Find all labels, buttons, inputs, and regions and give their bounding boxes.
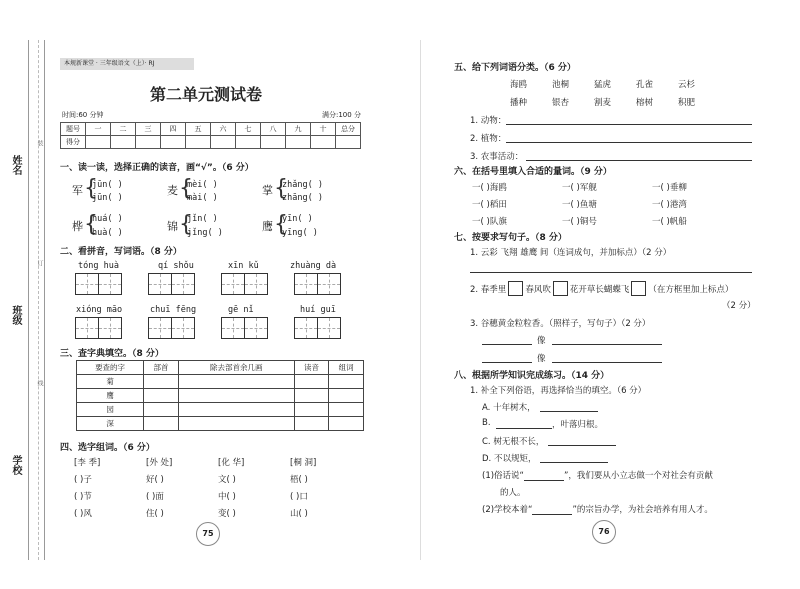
table-row: 园 (77, 403, 364, 417)
measure-blank[interactable]: 一( )垂柳 (652, 183, 687, 193)
fill-blank[interactable]: ( )口 (290, 492, 308, 502)
fill-blank[interactable]: 山( ) (290, 509, 308, 519)
table-row: 菊 (77, 375, 364, 389)
measure-blank[interactable]: 一( )铜号 (562, 217, 597, 227)
pinyin-option[interactable]: mèi( ) (187, 180, 218, 190)
answer-line[interactable] (482, 362, 532, 363)
word-item: 播种 (510, 98, 528, 108)
proverb-c: C. 树无根不长， (482, 437, 545, 447)
margin-line (44, 40, 45, 560)
measure-blank[interactable]: 一( )稻田 (472, 200, 507, 210)
word-item: 银杏 (552, 98, 570, 108)
time-limit: 时间:60 分钟 (62, 111, 104, 119)
score-header: 一 (86, 123, 111, 136)
punctuation-question: 2. 春季里 春风吹 花开草长蝴蝶飞 （在方框里加上标点） (470, 281, 733, 296)
table-header: 除去部首余几画 (178, 361, 294, 375)
char: 麦 (167, 184, 178, 197)
table-header: 部首 (144, 361, 179, 375)
proverb-d: D. 不以规矩， (482, 454, 537, 464)
page-number: 75 (196, 522, 220, 546)
char: 锦 (167, 220, 178, 233)
pinyin-option[interactable]: zhǎng( ) (282, 180, 323, 190)
full-score: 满分:100 分 (322, 111, 361, 119)
question-text: 3. 谷穗黄金粒粒香。（照样子，写句子）（2 分） (470, 319, 651, 329)
margin-line (28, 40, 29, 560)
pinyin-prompt: chuī fēng (150, 305, 197, 315)
fill-sentence-2: (2)学校本着“ ”的宗旨办学，为社会培养有用人才。 (482, 505, 713, 515)
section-title: 七、按要求写句子。（8 分） (454, 233, 567, 243)
word-item: 池桐 (552, 80, 570, 90)
word-item: 海鸥 (510, 80, 528, 90)
fill-blank[interactable]: 住( ) (146, 509, 164, 519)
fill-blank[interactable]: 好( ) (146, 475, 164, 485)
fill-blank[interactable]: 梧( ) (290, 475, 308, 485)
char-group-head: [化 华] (218, 458, 245, 468)
writing-grid[interactable] (294, 317, 341, 339)
answer-blank[interactable] (532, 504, 572, 515)
school-label: 学校 (10, 455, 21, 475)
answer-line[interactable] (506, 142, 752, 143)
pinyin-option[interactable]: zhāng( ) (282, 193, 323, 203)
writing-grid[interactable] (75, 273, 122, 295)
proverb-a: A. 十年树木， (482, 403, 536, 413)
answer-line[interactable] (482, 344, 532, 345)
word-item: 云杉 (678, 80, 696, 90)
pinyin-option[interactable]: jūn( ) (92, 180, 123, 190)
page-divider (420, 40, 421, 560)
score-header: 五 (186, 123, 211, 136)
answer-line[interactable] (470, 272, 752, 273)
table-row: 深 (77, 417, 364, 431)
word-item: 割麦 (594, 98, 612, 108)
answer-line[interactable] (526, 160, 752, 161)
section-title: 一、读一读，选择正确的读音，画“√”。（6 分） (60, 163, 254, 173)
pinyin-prompt: tóng huà (78, 261, 119, 271)
score-header: 总分 (336, 123, 361, 136)
page-title: 第二单元测试卷 (150, 85, 263, 104)
writing-grid[interactable] (294, 273, 341, 295)
word-item: 猛虎 (594, 80, 612, 90)
measure-blank[interactable]: 一( )港湾 (652, 200, 687, 210)
punctuation-box[interactable] (553, 281, 568, 296)
fill-sentence-1: (1)俗话说“ ”，我们要从小立志做一个对社会有贡献 (482, 471, 713, 481)
like-word: 像 (537, 336, 546, 346)
answer-line[interactable] (552, 362, 662, 363)
pinyin-prompt: xióng māo (76, 305, 123, 315)
table-header: 组词 (329, 361, 364, 375)
writing-grid[interactable] (221, 317, 268, 339)
answer-line[interactable] (552, 344, 662, 345)
section-title: 四、选字组词。（6 分） (60, 443, 155, 453)
category-label: 2. 植物： (470, 134, 507, 144)
score-header: 三 (136, 123, 161, 136)
pinyin-prompt: qí shǒu (158, 261, 194, 271)
writing-grid[interactable] (75, 317, 122, 339)
margin-dashed-line (38, 40, 39, 560)
name-label: 姓名 (10, 155, 21, 175)
table-row: 鹰 (77, 389, 364, 403)
writing-grid[interactable] (148, 273, 195, 295)
margin-note: 线 (36, 380, 43, 386)
measure-blank[interactable]: 一( )海鸥 (472, 183, 507, 193)
measure-blank[interactable]: 一( )军舰 (562, 183, 597, 193)
category-label: 3. 农事活动： (470, 152, 524, 162)
pinyin-option[interactable]: huá( ) (92, 214, 123, 224)
word-item: 榕树 (636, 98, 654, 108)
table-header: 要查的字 (77, 361, 144, 375)
char-group-head: [外 处] (146, 458, 173, 468)
score-note: （2 分） (722, 301, 756, 311)
score-header: 四 (161, 123, 186, 136)
fill-blank[interactable]: ( )子 (74, 475, 92, 485)
score-header: 七 (236, 123, 261, 136)
fill-blank[interactable]: 变( ) (218, 509, 236, 519)
pinyin-prompt: zhuàng dà (290, 261, 337, 271)
measure-blank[interactable]: 一( )帆船 (652, 217, 687, 227)
score-header: 十 (311, 123, 336, 136)
answer-line[interactable] (540, 462, 608, 463)
score-header: 二 (111, 123, 136, 136)
like-word: 像 (537, 354, 546, 364)
margin-note: 装 (36, 140, 43, 146)
dictionary-table (76, 360, 364, 431)
fill-blank[interactable]: ( )面 (146, 492, 164, 502)
section-title: 五、给下列词语分类。（6 分） (454, 63, 576, 73)
pinyin-prompt: huí guī (300, 305, 336, 315)
question-text: 1. 云彩 飞翔 雄鹰 间（连词成句，并加标点）（2 分） (470, 248, 672, 258)
fill-blank[interactable]: ( )风 (74, 509, 92, 519)
score-header: 六 (211, 123, 236, 136)
char-group-head: [李 季] (74, 458, 101, 468)
char: 掌 (262, 184, 273, 197)
page-number: 76 (592, 520, 616, 544)
char: 鹰 (262, 220, 273, 233)
pinyin-option[interactable]: jūn( ) (92, 193, 123, 203)
punctuation-box[interactable] (508, 281, 523, 296)
pinyin-option[interactable]: yīn( ) (282, 214, 313, 224)
fill-sentence-1-end: 的人。 (500, 488, 526, 498)
char: 军 (72, 184, 83, 197)
word-item: 积肥 (678, 98, 696, 108)
score-row-label: 得分 (61, 136, 86, 149)
section-title: 六、在括号里填入合适的量词。（9 分） (454, 167, 612, 177)
category-label: 1. 动物： (470, 116, 507, 126)
answer-line[interactable] (496, 428, 552, 429)
measure-blank[interactable]: 一( )鱼塘 (562, 200, 597, 210)
header-tag: 本规新课堂 · 三年级语文（上）· RJ (60, 58, 194, 70)
score-header: 九 (286, 123, 311, 136)
char: 桦 (72, 220, 83, 233)
fill-blank[interactable]: 文( ) (218, 475, 236, 485)
writing-grid[interactable] (148, 317, 195, 339)
answer-line[interactable] (548, 445, 616, 446)
answer-line[interactable] (506, 124, 752, 125)
section-title: 八、根据所学知识完成练习。（14 分） (454, 371, 610, 381)
fill-blank[interactable]: 中( ) (218, 492, 236, 502)
char-group-head: [桐 洞] (290, 458, 317, 468)
punctuation-box[interactable] (631, 281, 646, 296)
pinyin-option[interactable]: mài( ) (187, 193, 218, 203)
class-label: 班级 (10, 305, 21, 325)
score-header: 题号 (61, 123, 86, 136)
margin-note: 订 (36, 260, 43, 266)
word-item: 孔雀 (636, 80, 654, 90)
section-title: 三、查字典填空。（8 分） (60, 349, 164, 359)
fill-blank[interactable]: ( )节 (74, 492, 92, 502)
measure-blank[interactable]: 一( )队旗 (472, 217, 507, 227)
question-text: 1. 补全下列俗语，再选择恰当的填空。（6 分） (470, 386, 647, 396)
pinyin-option[interactable]: yīng( ) (282, 228, 318, 238)
table-header: 读音 (294, 361, 329, 375)
pinyin-prompt: gē nǐ (228, 305, 254, 315)
writing-grid[interactable] (221, 273, 268, 295)
pinyin-prompt: xīn kǔ (228, 261, 259, 271)
answer-line[interactable] (540, 411, 598, 412)
pinyin-option[interactable]: jǐn( ) (187, 214, 218, 224)
pinyin-option[interactable]: jǐng( ) (187, 228, 223, 238)
answer-blank[interactable] (524, 470, 564, 481)
score-header: 八 (261, 123, 286, 136)
proverb-b-tail: ，叶落归根。 (552, 420, 604, 430)
pinyin-option[interactable]: huà( ) (92, 228, 123, 238)
score-table (60, 122, 361, 149)
proverb-b: B. (482, 418, 491, 428)
section-title: 二、看拼音，写词语。（8 分） (60, 247, 182, 257)
